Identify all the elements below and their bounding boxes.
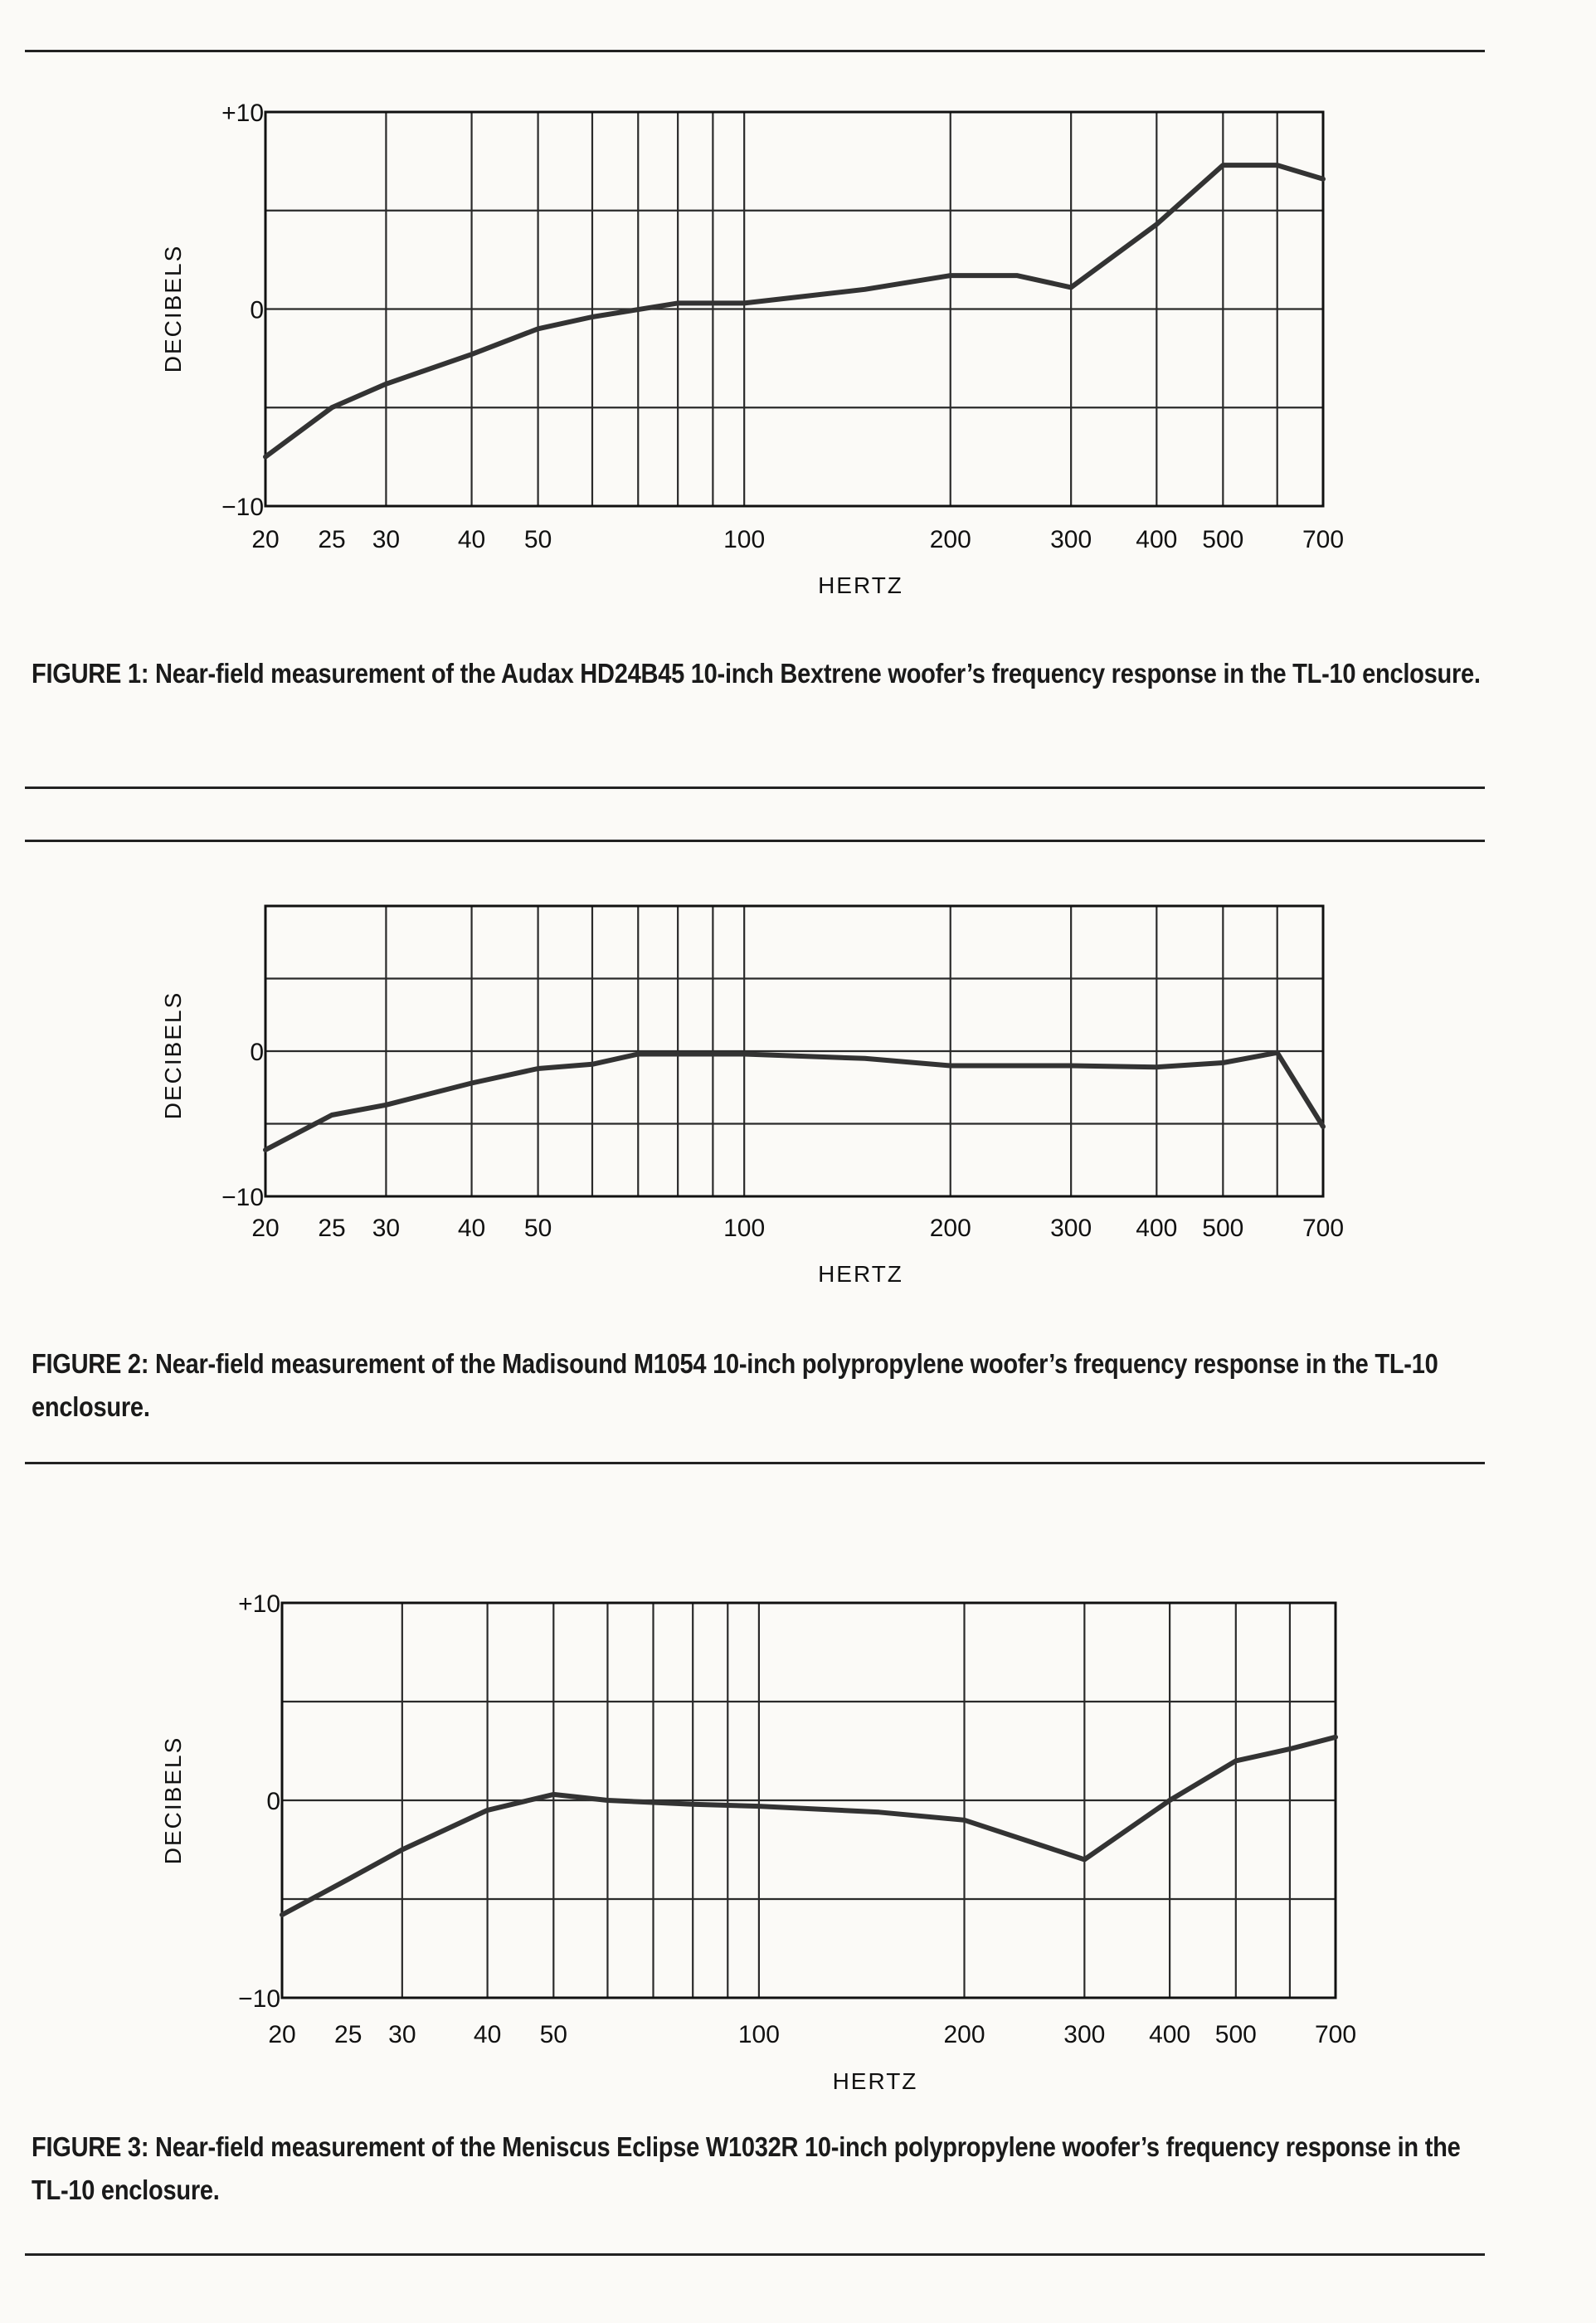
- y-tick-label: −10: [221, 494, 264, 521]
- x-tick-label: 100: [737, 2021, 780, 2048]
- x-tick-label: 25: [318, 1215, 346, 1242]
- x-tick-label: 30: [372, 1215, 401, 1242]
- x-tick-label: 200: [929, 1215, 971, 1242]
- frequency-response-line: [265, 1053, 1323, 1150]
- x-tick-label: 30: [388, 2021, 416, 2048]
- x-tick-label: 400: [1149, 2021, 1191, 2048]
- y-axis-title: DECIBELS: [160, 244, 186, 373]
- y-axis-title: DECIBELS: [160, 1736, 186, 1865]
- x-tick-label: 50: [523, 526, 552, 553]
- x-tick-label: 25: [318, 526, 346, 553]
- x-tick-label: 50: [523, 1215, 552, 1242]
- x-tick-label: 50: [539, 2021, 567, 2048]
- bottom-rule: [25, 2253, 1485, 2256]
- y-tick-label: 0: [250, 1039, 264, 1066]
- x-tick-label: 400: [1136, 1215, 1178, 1242]
- x-axis-title: HERTZ: [818, 572, 903, 598]
- x-tick-label: 40: [457, 1215, 486, 1242]
- x-tick-label: 500: [1202, 526, 1244, 553]
- x-tick-label: 700: [1302, 526, 1345, 553]
- y-tick-label: 0: [250, 296, 264, 324]
- figure-3-chart: [0, 1576, 1596, 2207]
- x-tick-label: 20: [251, 526, 280, 553]
- x-tick-label: 100: [723, 1215, 766, 1242]
- x-tick-label: 500: [1202, 1215, 1244, 1242]
- y-tick-label: +10: [221, 100, 264, 127]
- x-tick-label: 300: [1063, 2021, 1106, 2048]
- y-tick-label: 0: [266, 1788, 280, 1815]
- x-axis-title: HERTZ: [832, 2068, 918, 2094]
- x-tick-label: 40: [473, 2021, 502, 2048]
- figure-1-caption: FIGURE 1: Near-field measurement of the Audax HD24B45 10-inch Bextrene woofer’s frequency response in the TL-10 enclosure.: [32, 658, 1481, 689]
- frequency-response-line: [265, 165, 1323, 456]
- figure-2-caption: FIGURE 2: Near-field measurement of the Madisound M1054 10-inch polypropylene woofer’s frequency response in the TL-10 enclosure.: [32, 1348, 1438, 1422]
- x-tick-label: 40: [457, 526, 486, 553]
- y-tick-label: −10: [238, 1985, 280, 2013]
- x-tick-label: 400: [1136, 526, 1178, 553]
- x-tick-label: 200: [943, 2021, 985, 2048]
- x-tick-label: 700: [1302, 1215, 1345, 1242]
- top-rule: [25, 50, 1485, 52]
- x-tick-label: 700: [1314, 2021, 1357, 2048]
- x-tick-label: 20: [268, 2021, 296, 2048]
- x-tick-label: 100: [723, 526, 766, 553]
- rule-above-figure-2: [25, 787, 1485, 789]
- y-axis-title: DECIBELS: [160, 991, 186, 1120]
- rule-figure-2-top: [25, 840, 1485, 842]
- x-axis-title: HERTZ: [818, 1261, 903, 1287]
- x-tick-label: 25: [334, 2021, 363, 2048]
- y-tick-label: −10: [221, 1184, 264, 1211]
- figure-1-chart: [0, 91, 1596, 697]
- y-tick-label: +10: [238, 1590, 280, 1618]
- x-tick-label: 30: [372, 526, 401, 553]
- x-tick-label: 200: [929, 526, 971, 553]
- figure-3-caption: FIGURE 3: Near-field measurement of the Meniscus Eclipse W1032R 10-inch polypropylene woofer’s frequency response in the TL-10 enclosure.: [32, 2131, 1461, 2205]
- x-tick-label: 300: [1050, 1215, 1092, 1242]
- x-tick-label: 500: [1214, 2021, 1257, 2048]
- x-tick-label: 20: [251, 1215, 280, 1242]
- x-tick-label: 300: [1050, 526, 1092, 553]
- frequency-response-line: [282, 1737, 1336, 1915]
